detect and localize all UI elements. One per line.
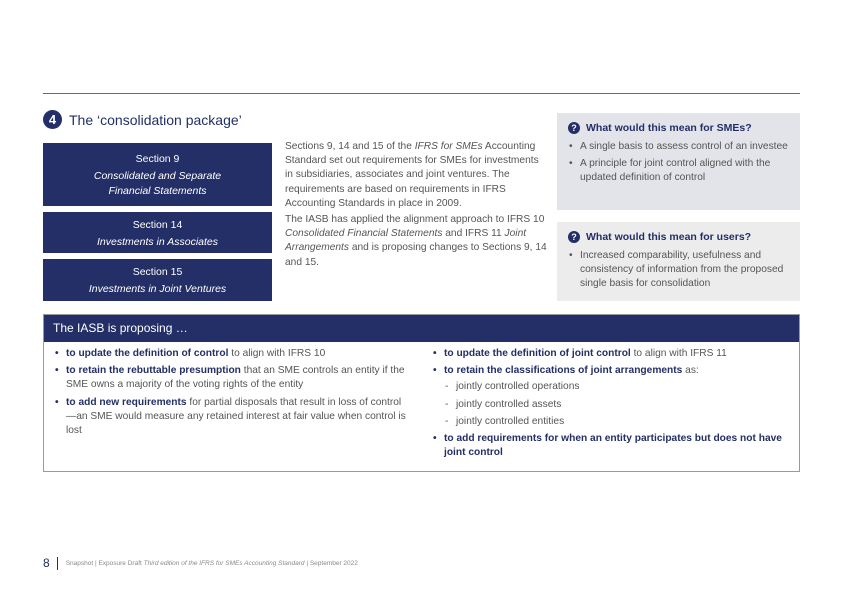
sub-list-item: - jointly controlled assets — [444, 398, 782, 412]
question-icon: ? — [568, 231, 580, 243]
sub-list-item: - jointly controlled entities — [444, 415, 782, 429]
list-item: • Increased comparability, usefulness and consistency of information from the proposed single basis for consolidation — [568, 249, 788, 291]
list-item: • A principle for joint control aligned with the updated definition of control — [568, 157, 788, 185]
proposing-right-column — [432, 347, 782, 463]
sub-list-item: - jointly controlled operations — [444, 380, 782, 394]
section-9-desc-line1: Consolidated and Separate — [93, 170, 222, 182]
list-item: • to add requirements for when an entity participates but does not have joint control — [432, 432, 782, 460]
list-item: • to add new requirements for partial disposals that result in loss of control—an SME would measure any retained interest at fair value when control is lost — [54, 396, 409, 439]
list-item: • A single basis to assess control of an investee — [568, 140, 788, 154]
section-15-desc: Investments in Joint Ventures — [88, 283, 227, 295]
proposing-left-column — [54, 347, 409, 441]
list-item: • to update the definition of control to align with IFRS 10 — [54, 347, 409, 361]
section-14-desc: Investments in Associates — [97, 236, 218, 248]
alignment-text-italic-2: Joint Arrangements — [285, 228, 527, 254]
list-item: • to retain the classifications of joint arrangements as: - jointly controlled operations - jointly controlled assets - jointly controlled entities — [432, 364, 782, 429]
smes-impact-box — [557, 113, 800, 210]
top-divider — [43, 93, 800, 94]
joint-arrangement-types — [444, 380, 782, 429]
question-icon: ? — [568, 122, 580, 134]
alignment-text-e: and is proposing changes to Sections 9, 14 and 15. — [285, 242, 547, 268]
section-9-desc-line2: Financial Statements — [108, 185, 207, 197]
section-15-box — [43, 259, 272, 301]
section-heading — [43, 110, 242, 129]
footer-divider — [57, 557, 58, 570]
proposing-title: The IASB is proposing … — [44, 315, 799, 342]
users-impact-box — [557, 222, 800, 301]
page-title: The ‘consolidation package’ — [69, 111, 242, 128]
section-15-label: Section 15 — [132, 266, 183, 278]
footer-text: Snapshot | Exposure Draft Third edition of the IFRS for SMEs Accounting Standard | September 2022 — [65, 559, 358, 567]
users-box-title: What would this mean for users? — [586, 231, 752, 243]
list-item: • to update the definition of joint control to align with IFRS 11 — [432, 347, 782, 361]
alignment-text-italic-1: Consolidated Financial Statements — [285, 228, 443, 240]
section-9-label: Section 9 — [135, 153, 180, 165]
section-14-box — [43, 212, 272, 253]
alignment-paragraph — [285, 213, 547, 270]
page-number: 8 — [43, 556, 50, 570]
intro-paragraph — [285, 140, 547, 211]
page-footer — [43, 556, 358, 570]
section-number-badge: 4 — [43, 110, 62, 129]
intro-text-c: Accounting Standard set out requirements for SMEs for investments in subsidiaries, associates and joint ventures. The requirements are based on requirements in IFRS Accounting Standards in place in 2009. — [285, 141, 539, 209]
list-item: • to retain the rebuttable presumption that an SME controls an entity if the SME owns a majority of the voting rights of the entity — [54, 364, 409, 392]
proposing-panel — [43, 314, 800, 472]
alignment-text-a: The IASB has applied the alignment approach to IFRS 10 — [285, 214, 545, 225]
alignment-text-c: and IFRS 11 — [442, 228, 505, 240]
section-14-label: Section 14 — [132, 219, 183, 231]
section-9-box — [43, 143, 272, 206]
intro-text-italic: IFRS for SMEs — [414, 141, 483, 152]
intro-text-a: Sections 9, 14 and 15 of the — [285, 141, 415, 152]
smes-box-title: What would this mean for SMEs? — [586, 122, 752, 134]
